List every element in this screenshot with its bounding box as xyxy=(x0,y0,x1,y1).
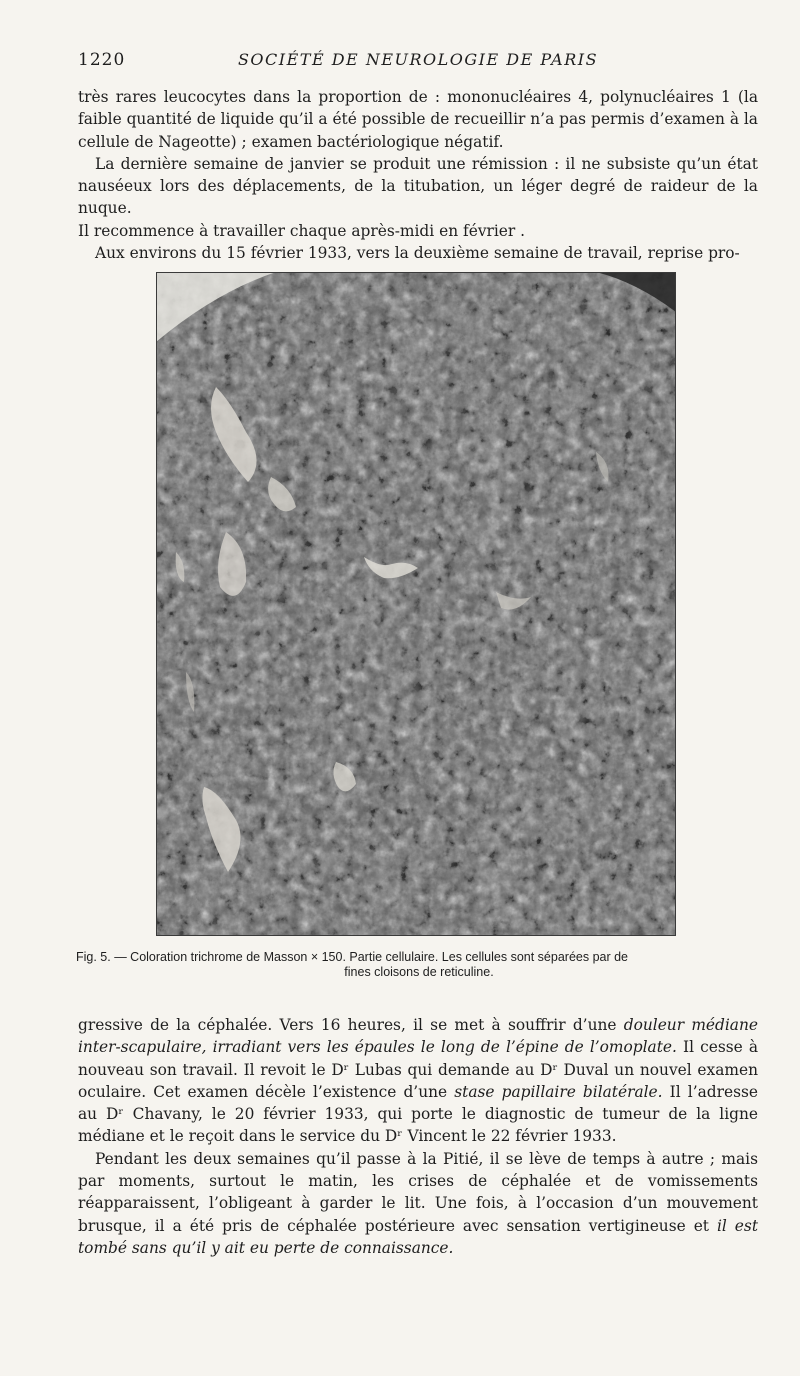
running-head: SOCIÉTÉ DE NEUROLOGIE DE PARIS xyxy=(237,50,599,69)
paragraph: La dernière semaine de janvier se produit une rémission : il ne subsiste qu’un état nauséeux lors des déplacements, de la titubation, un léger degré de raideur de la nuque. xyxy=(78,154,758,218)
page-header xyxy=(78,50,758,74)
micrograph-figure xyxy=(156,272,676,936)
caption-line-1: Fig. 5. — Coloration trichrome de Masson × 150. Partie cellulaire. Les cellules sont séparées par de xyxy=(76,950,629,964)
paragraph: Il recommence à travailler chaque après-midi en février . xyxy=(78,221,526,240)
italic-text-run: il est tombé sans qu’il y ait eu perte de connaissance. xyxy=(78,1216,758,1257)
caption-line-2: fines cloisons de reticuline. xyxy=(344,965,494,979)
micrograph-image xyxy=(156,272,676,936)
bottom-text-block xyxy=(78,1014,758,1259)
text-run: Il cesse à nouveau son travail. Il revoit le Dʳ Lubas qui demande au Dʳ Duval un nouvel examen oculaire. Cet examen décèle l’existence d’une xyxy=(78,1038,758,1101)
text-run: gressive de la céphalée. Vers 16 heures, il se met à souffrir d’une xyxy=(78,1016,624,1034)
paragraph: Aux environs du 15 février 1933, vers la deuxième semaine de travail, reprise pro- xyxy=(95,244,740,263)
text-run: Pendant les deux semaines qu’il passe à la Pitié, il se lève de temps à autre ; mais par moments, surtout le matin, les crises de céphalée et de vomissements réapparaissent, l’obligeant à garder le lit. Une fois, à l’occasion d’un mouvement brusque, il a été pris de céphalée postérieure avec sensation vertigineuse et xyxy=(78,1149,758,1235)
paragraph xyxy=(78,1148,758,1259)
paragraph: très rares leucocytes dans la proportion de : mononucléaires 4, polynucléaires 1 (la faible quantité de liquide qu’il a été possible de recueillir n’a pas permis d’examen à la cellule de Nageotte) ; examen bactériologique négatif. xyxy=(78,88,758,151)
paragraph xyxy=(78,1014,758,1148)
text-run: Il l’adresse au Dʳ Chavany, le 20 février 1933, qui porte le diagnostic de tumeur de la ligne médiane et le reçoit dans le service du Dʳ Vincent le 22 février 1933. xyxy=(78,1082,758,1146)
italic-text-run: douleur médiane inter-scapulaire, irradiant vers les épaules le long de l’épine de l’omoplate. xyxy=(78,1016,758,1057)
page-number: 1220 xyxy=(78,50,126,70)
top-text-block xyxy=(78,86,758,264)
figure-caption xyxy=(76,950,762,980)
italic-text-run: stase papillaire bilatérale. xyxy=(454,1082,663,1101)
